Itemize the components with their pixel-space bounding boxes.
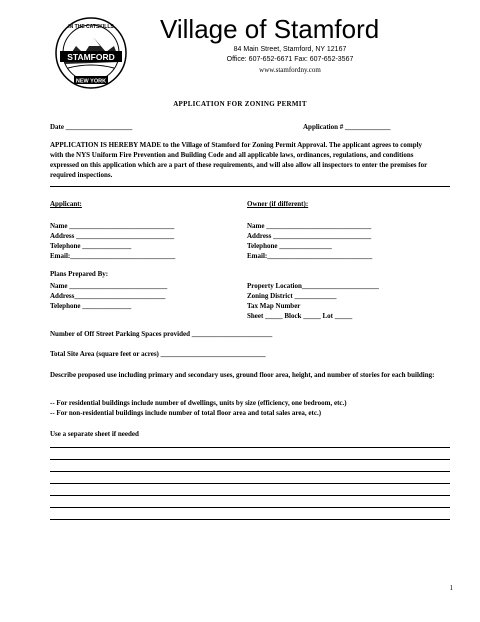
plans-heading: Plans Prepared By: bbox=[50, 270, 109, 278]
sheet-block-lot-field[interactable]: Sheet _____ Block _____ Lot _____ bbox=[247, 312, 353, 320]
answer-line[interactable] bbox=[50, 507, 450, 508]
intro-paragraph: APPLICATION IS HEREBY MADE to the Village of Stamford for Zoning Permit Approval. The applicant agrees to comply with the NYS Uniform Fire Prevention and Building Code and all applicable laws, ordinances, regulations, and conditions expressed on this application which are a part of these requirements, and will also allow all inspectors to enter the premises for required inspections. bbox=[50, 141, 428, 179]
date-field[interactable]: Date ___________________ bbox=[50, 123, 133, 131]
residential-note: -- For residential buildings include number of dwellings, units by size (efficiency, one bedroom, etc.) bbox=[50, 399, 347, 407]
parking-spaces-field[interactable]: Number of Off Street Parking Spaces provided _______________________ bbox=[50, 330, 273, 338]
owner-name-field[interactable]: Name ______________________________ bbox=[247, 222, 372, 230]
separate-sheet-note: Use a separate sheet if needed bbox=[50, 430, 139, 438]
answer-line[interactable] bbox=[50, 495, 450, 496]
zoning-district-field[interactable]: Zoning District ____________ bbox=[247, 292, 337, 300]
answer-line[interactable] bbox=[50, 459, 450, 460]
form-heading: APPLICATION FOR ZONING PERMIT bbox=[173, 100, 307, 108]
owner-email-field[interactable]: Email:______________________________ bbox=[247, 252, 373, 260]
owner-address-field[interactable]: Address ____________________________ bbox=[247, 232, 372, 240]
village-address: 84 Main Street, Stamford, NY 12167 bbox=[233, 46, 347, 53]
applicant-telephone-field[interactable]: Telephone ______________ bbox=[50, 242, 132, 250]
application-number-field[interactable]: Application # _____________ bbox=[303, 123, 391, 131]
plans-telephone-field[interactable]: Telephone ______________ bbox=[50, 302, 132, 310]
village-seal-logo bbox=[54, 16, 128, 90]
answer-line[interactable] bbox=[50, 519, 450, 520]
plans-address-field[interactable]: Address__________________________ bbox=[50, 292, 166, 300]
answer-line[interactable] bbox=[50, 471, 450, 472]
owner-telephone-field[interactable]: Telephone _______________ bbox=[247, 242, 332, 250]
applicant-address-field[interactable]: Address ____________________________ bbox=[50, 232, 175, 240]
seal-bottom-text: NEW YORK bbox=[75, 78, 107, 85]
answer-line[interactable] bbox=[50, 447, 450, 448]
seal-band-text: STAMFORD bbox=[67, 52, 115, 62]
non-residential-note: -- For non-residential buildings include number of total floor area and total sales area, etc.) bbox=[50, 409, 322, 417]
answer-line[interactable] bbox=[50, 483, 450, 484]
owner-heading: Owner (if different): bbox=[247, 200, 309, 208]
village-phones: Office: 607-652-6671 Fax: 607-652-3567 bbox=[226, 56, 354, 63]
property-location-field[interactable]: Property Location______________________ bbox=[247, 282, 379, 290]
tax-map-number-label: Tax Map Number bbox=[247, 302, 301, 310]
village-website: www.stamfordny.com bbox=[259, 66, 321, 74]
village-title: Village of Stamford bbox=[160, 14, 380, 44]
site-area-field[interactable]: Total Site Area (square feet or acres) ______________________________ bbox=[50, 350, 266, 358]
describe-use-instructions: Describe proposed use including primary and secondary uses, ground floor area, height, and number of stories for each building: bbox=[50, 371, 435, 379]
seal-top-text: IN THE CATSKILLS bbox=[68, 24, 114, 30]
applicant-heading: Applicant: bbox=[50, 200, 82, 208]
plans-name-field[interactable]: Name ____________________________ bbox=[50, 282, 168, 290]
applicant-name-field[interactable]: Name ______________________________ bbox=[50, 222, 175, 230]
divider-rule bbox=[50, 186, 450, 187]
applicant-email-field[interactable]: Email:______________________________ bbox=[50, 252, 176, 260]
page-number: 1 bbox=[449, 584, 453, 592]
